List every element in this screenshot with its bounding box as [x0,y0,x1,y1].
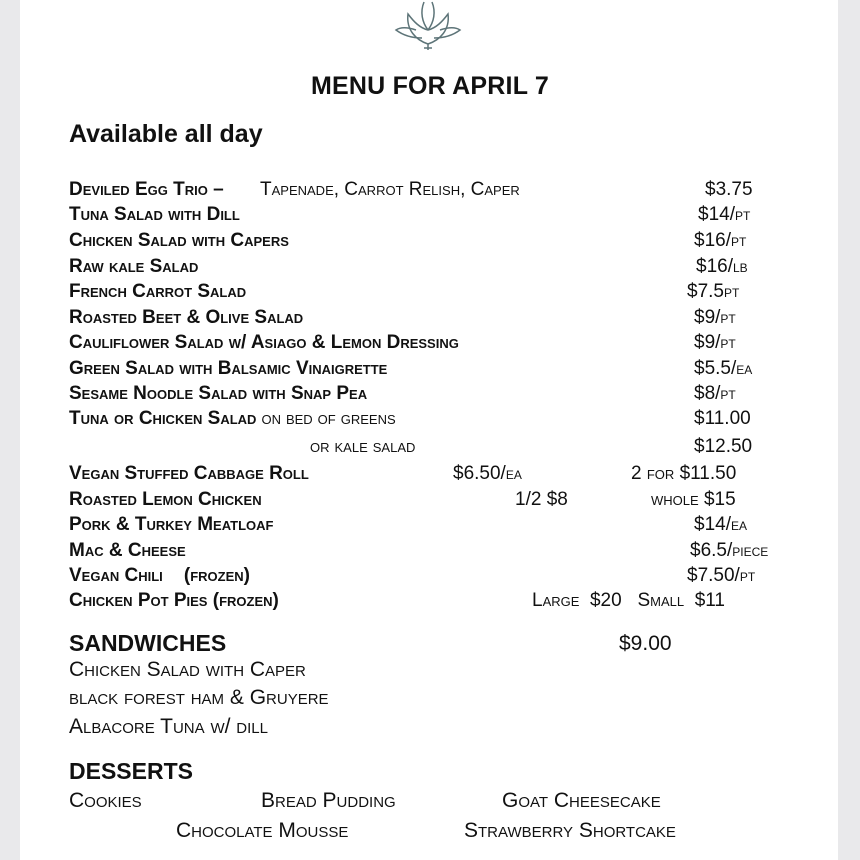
menu-item [0,514,860,538]
price-value: $8/ [694,383,721,404]
menu-item [0,358,860,382]
price-unit: pt [723,282,740,301]
menu-item [0,332,860,356]
price-unit: pt [730,231,747,250]
menu-item [0,408,860,432]
price-value: $5.5/ [694,358,737,379]
menu-item [0,230,860,254]
price-unit: piece [732,541,769,560]
menu-item [0,489,860,513]
price-unit: pt [734,205,751,224]
dessert-item: Bread Pudding [261,789,396,812]
artichoke-logo-icon [388,0,468,52]
item-name: Chicken Pot Pies (frozen) [69,590,279,611]
item-name-text: Tuna or Chicken Salad [69,408,257,429]
item-price [453,463,522,485]
price-value: $9/ [694,332,721,353]
item-name: Mac & Cheese [69,540,186,561]
item-name: Chicken Salad with Capers [69,230,289,251]
item-price [694,514,747,536]
item-price [694,230,746,252]
dessert-item: Chocolate Mousse [176,819,349,842]
price-value: $16/ [696,256,733,277]
item-name: Roasted Beet & Olive Salad [69,307,304,328]
available-all-day-heading: Available all day [69,120,263,148]
item-name: Roasted Lemon Chicken [69,489,262,510]
item-name: Raw kale Salad [69,256,199,277]
menu-item [0,204,860,228]
item-price [694,307,736,329]
dessert-item: Strawberry Shortcake [464,819,676,842]
menu-item [0,281,860,305]
price-value: $7.50/ [687,565,740,586]
item-name: Vegan Stuffed Cabbage Roll [69,463,309,484]
item-name: Tuna Salad with Dill [69,204,240,225]
price-value: $9/ [694,307,721,328]
dessert-item: Cookies [69,789,142,812]
item-price-alt: 2 for $11.50 [631,463,737,484]
item-price-half: 1/2 $8 [515,489,568,510]
sandwich-item: Chicken Salad with Caper [69,658,306,681]
item-name: Vegan Chili (frozen) [69,565,250,586]
price-value: $7.5 [687,281,724,302]
price-value: $14/ [694,514,731,535]
menu-item [0,179,860,203]
item-price [687,565,755,587]
menu-item [0,307,860,331]
menu-item [0,540,860,564]
item-price [698,204,750,226]
menu-item [0,256,860,280]
item-name: Sesame Noodle Salad with Snap Pea [69,383,368,404]
item-price-whole: whole $15 [651,489,736,510]
item-price [694,358,752,380]
item-price [687,281,739,303]
item-name: Deviled Egg Trio – [69,179,224,200]
price-value: $6.50/ [453,463,506,484]
item-name: Green Salad with Balsamic Vinaigrette [69,358,388,379]
menu-item [0,565,860,589]
desserts-heading: DESSERTS [69,758,193,784]
sandwich-item: black forest ham & Gruyere [69,686,329,709]
price-value: $6.5/ [690,540,733,561]
menu-item-option [0,436,860,460]
price-unit: ea [505,464,522,483]
item-name: Pork & Turkey Meatloaf [69,514,274,535]
price-unit: pt [720,384,736,403]
item-price [694,383,736,405]
price-unit: ea [736,359,753,378]
menu-item [0,590,860,614]
dessert-item: Goat Cheesecake [502,789,661,812]
item-price: $3.75 [705,179,753,200]
item-note: on bed of greens [256,408,396,428]
price-unit: pt [720,333,736,352]
menu-item [0,463,860,487]
price-value: $14/ [698,204,735,225]
item-price [690,540,768,562]
item-note: or kale salad [310,436,416,456]
item-name [69,408,396,430]
sandwich-item: Albacore Tuna w/ dill [69,715,268,738]
price-value: $16/ [694,230,731,251]
menu-title: MENU FOR APRIL 7 [311,72,549,100]
price-unit: pt [720,308,736,327]
sandwiches-heading: SANDWICHES [69,630,227,656]
item-price: $12.50 [694,436,753,457]
price-unit: lb [732,257,748,276]
price-unit: pt [739,566,756,585]
item-price-sizes: Large $20 Small $11 [532,590,725,611]
item-name: French Carrot Salad [69,281,247,302]
item-note: Tapenade, Carrot Relish, Caper [260,179,520,200]
item-name: Cauliflower Salad w/ Asiago & Lemon Dressing [69,332,459,353]
item-price [694,332,736,354]
item-price: $11.00 [694,408,751,429]
menu-item [0,383,860,407]
price-unit: ea [730,515,747,534]
item-price [696,256,748,278]
sandwiches-price: $9.00 [619,632,672,655]
